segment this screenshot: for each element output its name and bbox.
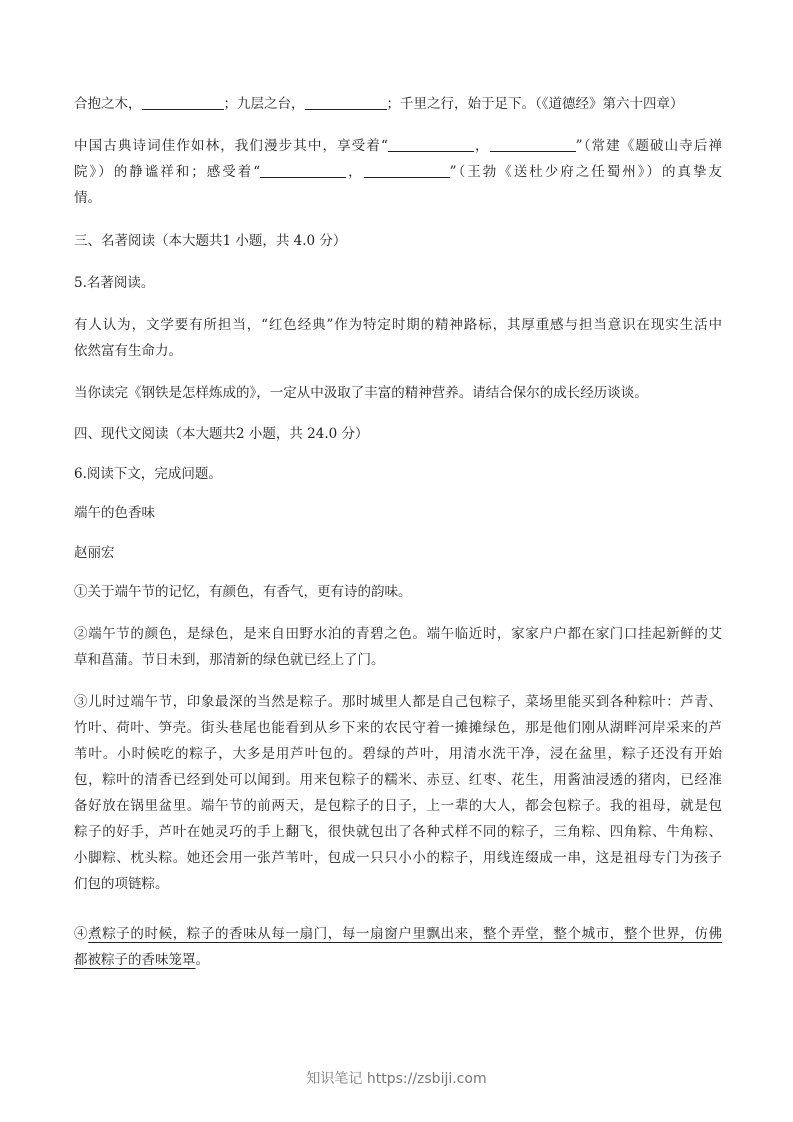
text: ”（常建《题破山寺后禅 (575, 138, 723, 154)
paragraph-line: 有人认为，文学要有所担当，“红色经典”作为特定时期的精神路标，其厚重感与担当意识在现实生活中 (74, 317, 722, 333)
text: 。 (195, 952, 209, 968)
section-heading: 三、名著阅读（本大题共1 小题，共 4.0 分） (74, 233, 347, 249)
answer-blank[interactable] (260, 163, 346, 178)
underlined-text: 煮粽子的时候，粽子的香味从每一扇门，每一扇窗户里飘出来，整个弄堂，整个城市，整个世界，仿佛 (88, 926, 723, 942)
paragraph-line: 情。 (74, 190, 101, 206)
paragraph-line: ②端午节的颜色，是绿色，是来自田野水泊的青碧之色。端午临近时，家家户户都在家门口挂起新鲜的艾 (74, 626, 722, 642)
answer-blank[interactable] (305, 95, 387, 110)
paragraph-line: 小脚粽、枕头粽。她还会用一张芦苇叶，包成一只只小小的粽子，用线连缀成一串，这是祖母专门为孩子 (74, 850, 722, 866)
paragraph-line: 备好放在锅里盆里。端午节的前两天，是包粽子的日子，上一辈的大人，都会包粽子。我的祖母，就是包 (74, 798, 722, 814)
essay-title: 端午的色香味 (74, 505, 155, 521)
q4-fill-line-3 (74, 160, 722, 184)
paragraph-line: 粽子的好手，芦叶在她灵巧的手上翻飞，很快就包出了各种式样不同的粽子，三角粽、四角粽、牛角粽、 (74, 824, 722, 840)
paragraph-line: 依然富有生命力。 (74, 343, 182, 359)
text: ， (473, 138, 490, 154)
q4-fill-line-1 (74, 92, 722, 116)
essay-paragraph-1: ①关于端午节的记忆，有颜色，有香气，更有诗的韵味。 (74, 584, 412, 600)
paragraph-line: 当你读完《钢铁是怎样炼成的》，一定从中汲取了丰富的精神营养。请结合保尔的成长经历谈谈。 (74, 385, 648, 401)
paragraph-number: ④ (74, 926, 89, 942)
text: ；千里之行，始于足下。（《道德经》第六十四章） (386, 96, 684, 112)
question-title: 6.阅读下文，完成问题。 (74, 466, 222, 482)
underlined-text: 都被粽子的香味笼罩 (74, 952, 196, 968)
paragraph-line: 竹叶、荷叶、笋壳。街头巷尾也能看到从乡下来的农民守着一摊摊绿色，那是他们刚从湖畔河岸采来的芦 (74, 720, 722, 736)
paragraph-line: 包，粽叶的清香已经到处可以闻到。用来包粽子的糯米、赤豆、红枣、花生，用酱油浸透的猪肉，已经准 (74, 772, 722, 788)
question-title: 5.名著阅读。 (74, 275, 155, 291)
text: ；九层之台， (223, 96, 305, 112)
q4-fill-line-2 (74, 134, 722, 158)
essay-author: 赵丽宏 (74, 545, 115, 561)
paragraph-line (74, 922, 722, 946)
text: ”（王勃《送杜少府之任蜀州》）的真挚友 (449, 164, 723, 180)
paragraph-line: 们包的项链粽。 (74, 876, 169, 892)
answer-blank[interactable] (364, 163, 450, 178)
text: 中国古典诗词佳作如林，我们漫步其中，享受着“ (74, 138, 388, 154)
paragraph-line: ③儿时过端午节，印象最深的当然是粽子。那时城里人都是自己包粽子，菜场里能买到各种粽叶：芦青、 (74, 694, 722, 710)
text: 合抱之木， (74, 96, 142, 112)
answer-blank[interactable] (142, 95, 224, 110)
answer-blank[interactable] (388, 137, 474, 152)
section-heading: 四、现代文阅读（本大题共2 小题，共 24.0 分） (74, 426, 369, 442)
paragraph-line (74, 948, 722, 972)
text: 院》）的静谧祥和；感受着“ (74, 164, 261, 180)
page-footer-watermark: 知识笔记 https://zsbiji.com (306, 1071, 487, 1087)
paragraph-line: 苇叶。小时候吃的粽子，大多是用芦叶包的。碧绿的芦叶，用清水洗干净，浸在盆里，粽子还没有开始 (74, 746, 722, 762)
answer-blank[interactable] (490, 137, 576, 152)
paragraph-line: 草和菖蒲。节日未到，那清新的绿色就已经上了门。 (74, 652, 385, 668)
text: ， (346, 164, 364, 180)
